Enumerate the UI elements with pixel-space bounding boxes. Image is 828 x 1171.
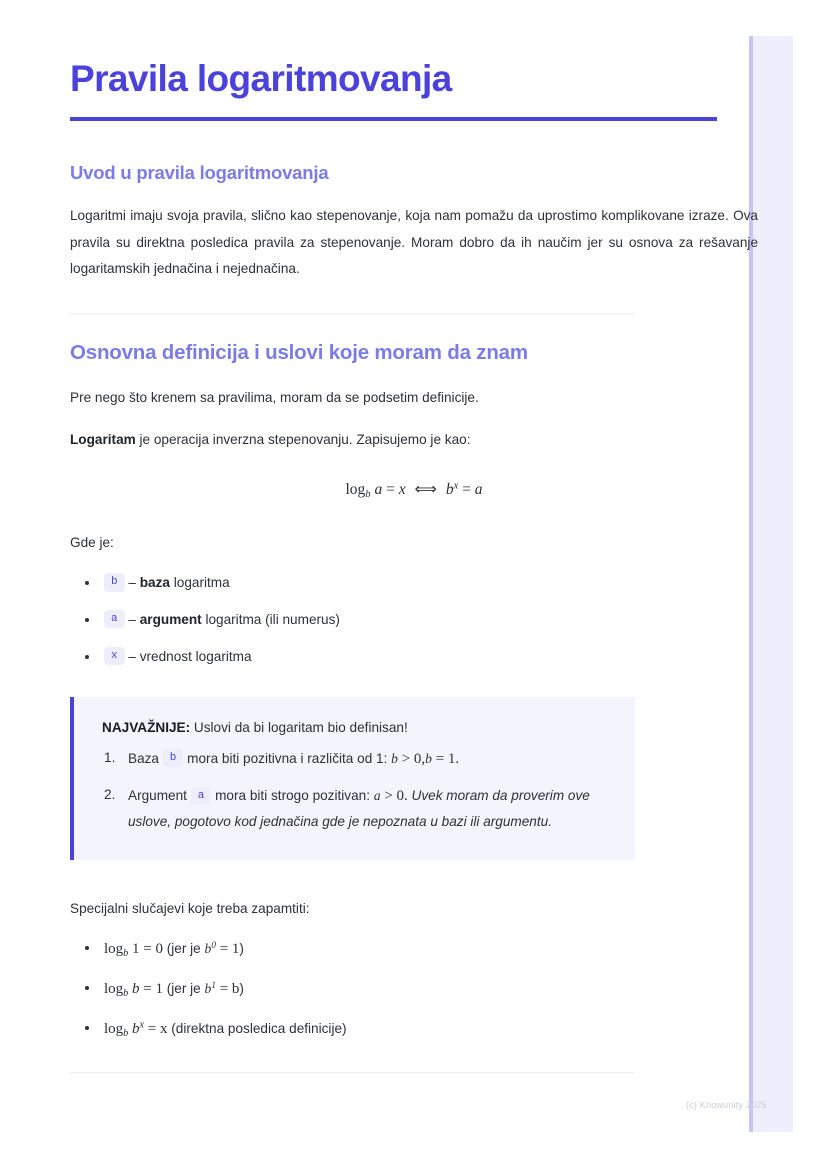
- special-0-note-eq: = 1: [215, 940, 240, 957]
- condition-0-math-2: b: [425, 750, 432, 766]
- section-heading-definition: Osnovna definicija i uslovi koje moram da znam: [70, 340, 528, 364]
- special-case-1: [104, 981, 167, 997]
- special-1-eq: = 1: [139, 980, 167, 997]
- legend-dash-1: –: [128, 611, 136, 627]
- special-2-arg: b: [132, 1021, 140, 1038]
- special-cases-list: [70, 937, 758, 1042]
- callout-title-rest: Uslovi da bi logaritam bio definisan!: [190, 720, 408, 736]
- legend-rest-1: logaritma (ili numerus): [201, 611, 340, 627]
- formula-lhs-value: x: [398, 480, 406, 498]
- list-item: [70, 609, 758, 631]
- list-item: [70, 937, 758, 962]
- condition-1-math-1: a: [373, 788, 381, 804]
- special-1-note-open: (jer je: [166, 980, 205, 996]
- code-chip-b: b: [104, 573, 125, 591]
- legend-dash-2: –: [128, 648, 136, 664]
- definition-lead-bold: Logaritam: [70, 432, 136, 448]
- special-1-note-exp: 1: [211, 980, 216, 991]
- condition-0-math-1: b: [391, 750, 398, 766]
- where-label: Gde je:: [70, 534, 114, 550]
- formula-rhs-exponent: x: [453, 480, 459, 492]
- special-0-eq: = 0: [139, 940, 167, 957]
- special-1-note-close: ): [239, 980, 244, 996]
- special-cases-label: Specijalni slučajevi koje treba zapamtiti:: [70, 901, 310, 917]
- formula-lhs-argument: a: [374, 480, 383, 498]
- formula-log-operator: log: [345, 480, 366, 498]
- special-case-2: [104, 1021, 171, 1037]
- footer-copyright: (c) Knowunity 2025: [686, 1100, 767, 1110]
- condition-0-op-1: > 0,: [397, 750, 426, 767]
- formula-rhs-value: a: [474, 480, 483, 498]
- special-0-log: log: [104, 940, 124, 957]
- special-1-note-base: b: [204, 980, 212, 996]
- page-title: Pravila logaritmovanja: [70, 58, 452, 99]
- list-item: [70, 572, 758, 594]
- special-2-arg-exp: x: [139, 1019, 145, 1031]
- callout-title: [102, 718, 609, 738]
- condition-1-middle: mora biti strogo pozitivan:: [211, 788, 374, 804]
- formula-rhs-equals: =: [458, 480, 475, 498]
- definition-lead-paragraph: [70, 427, 758, 454]
- special-0-sub: b: [123, 947, 129, 959]
- condition-1-op-1: > 0.: [380, 788, 412, 805]
- definition-intro-paragraph: Pre nego što krenem sa pravilima, moram da se podsetim definicije.: [70, 389, 479, 405]
- special-2-log: log: [104, 1021, 124, 1038]
- code-chip-b: b: [163, 749, 184, 767]
- condition-0-prefix: Baza: [128, 750, 163, 766]
- special-2-note-open: (direktna posledica definicije): [171, 1021, 347, 1037]
- special-0-note-close: ): [239, 940, 244, 956]
- formula-log-base: b: [365, 488, 371, 500]
- intro-paragraph: Logaritmi imaju svoja pravila, slično kao stepenovanje, koja nam pomažu da uprostimo komplikovane izraze. Ova pravila su direktna posledica pravila za stepenovanje. Moram dobro da ih naučim jer su osnova za rešavanje logaritamskih jednačina i nejednačina.: [70, 208, 758, 277]
- special-0-note-base: b: [204, 940, 212, 956]
- legend-bold-1: argument: [139, 611, 202, 627]
- list-item: [70, 977, 758, 1002]
- legend-dash-0: –: [128, 575, 136, 591]
- special-2-sub: b: [123, 1027, 129, 1039]
- special-case-0: [104, 941, 167, 957]
- code-chip-a: a: [191, 787, 212, 805]
- list-item: [102, 746, 609, 773]
- special-0-note-open: (jer je: [166, 940, 205, 956]
- list-item: [70, 1017, 758, 1042]
- formula-rhs-base: b: [445, 480, 454, 498]
- condition-1-italic-tail: Uvek moram da proverim ove uslove, pogotovo kod jednačina gde je nepoznata u bazi ili argumentu.: [128, 788, 590, 830]
- list-item: [70, 646, 758, 668]
- special-1-arg: b: [132, 980, 140, 997]
- special-0-note-exp: 0: [211, 939, 216, 950]
- formula-iff-symbol: ⟺: [414, 480, 437, 498]
- legend-bold-0: baza: [139, 575, 170, 591]
- code-chip-x: x: [104, 647, 125, 665]
- code-chip-a: a: [104, 610, 125, 628]
- definition-formula: [70, 480, 758, 500]
- legend-list: [70, 572, 758, 667]
- definition-lead-rest: je operacija inverzna stepenovanju. Zapisujemo je kao:: [135, 432, 471, 448]
- special-1-sub: b: [123, 987, 129, 999]
- callout-title-bold: NAJVAŽNIJE:: [102, 720, 191, 736]
- condition-1-prefix: Argument: [128, 788, 191, 804]
- special-2-eq: = x: [144, 1021, 172, 1038]
- condition-0-middle: mora biti pozitivna i različita od 1:: [183, 750, 392, 766]
- important-callout: [70, 697, 635, 860]
- formula-equals: =: [382, 480, 399, 498]
- section-heading-intro: Uvod u pravila logaritmovanja: [70, 162, 329, 184]
- special-0-arg: 1: [132, 940, 140, 957]
- legend-rest-2: vrednost logaritma: [139, 648, 252, 664]
- special-1-log: log: [104, 980, 124, 997]
- special-1-note-eq: = b: [215, 980, 240, 997]
- legend-rest-0: logaritma: [169, 575, 230, 591]
- list-item: [102, 783, 609, 834]
- callout-conditions-list: [102, 746, 609, 835]
- section-divider-2: [70, 1072, 635, 1073]
- condition-0-op-2: = 1.: [431, 750, 460, 767]
